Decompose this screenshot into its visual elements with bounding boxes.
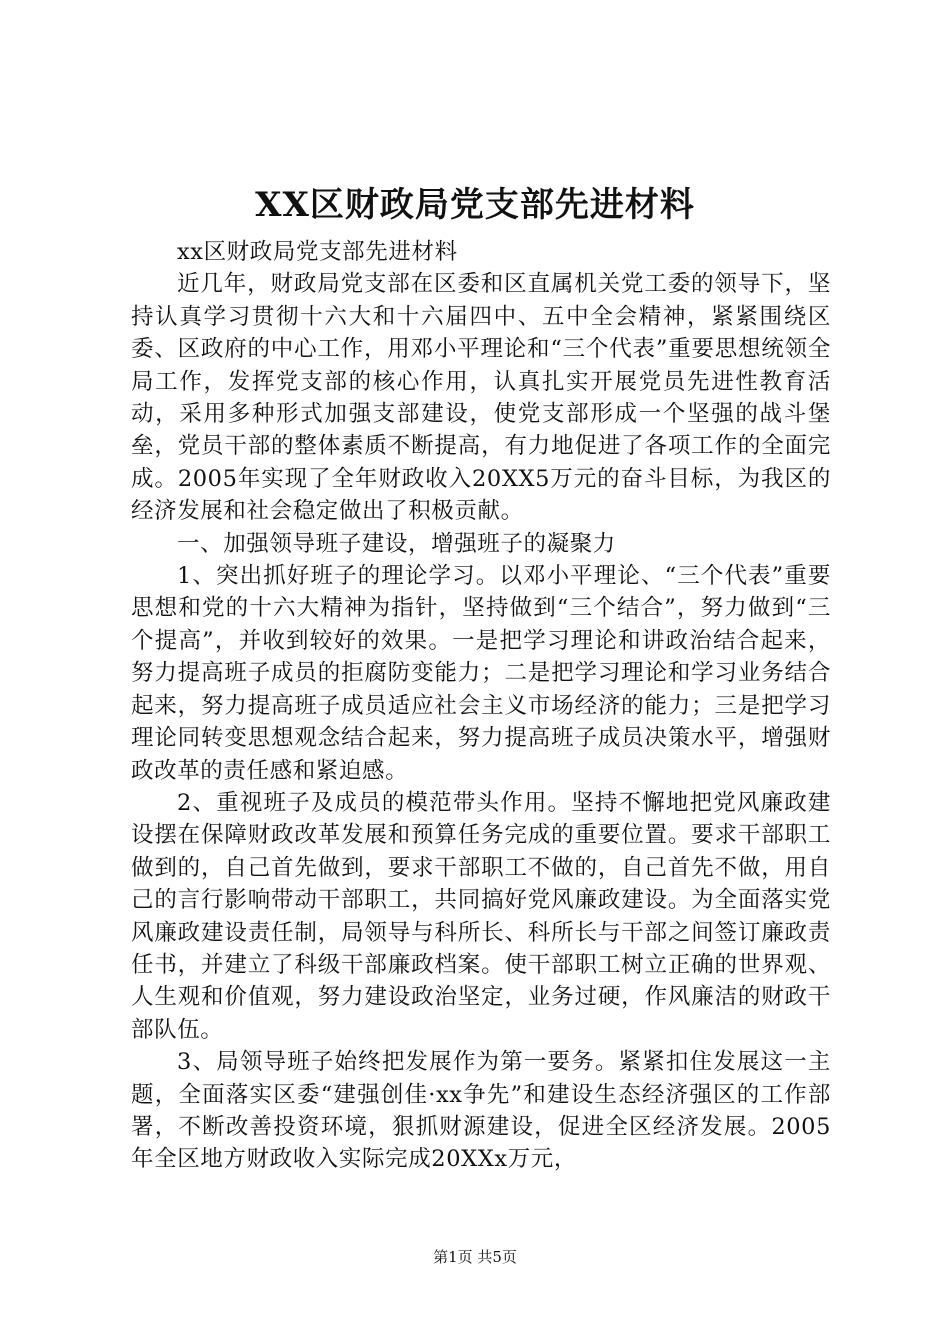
section-heading: 一、加强领导班子建设，增强班子的凝聚力 xyxy=(177,530,616,557)
body-paragraph: 1、突出抓好班子的理论学习。以邓小平理论、“三个代表”重要思想和党的十六大精神为指针，坚持做到“三个结合”，努力做到“三个提高”，并收到较好的效果。一是把学习理论和讲政治结合起来，努力提高班子成员的拒腐防变能力；二是把学习理论和学习业务结合起来，努力提高班子成员适应社会主义市场经济的能力；三是把学习理论同转变思想观念结合起来，努力提高班子成员决策水平，增强财政改革的责任感和紧迫感。 xyxy=(131,563,831,784)
body-subtitle: xx区财政局党支部先进材料 xyxy=(177,239,458,265)
body-paragraph: 3、局领导班子始终把发展作为第一要务。紧紧扣住发展这一主题，全面落实区委“建强创佳·xx争先”和建设生态经济强区的工作部署，不断改善投资环境，狠抓财源建设，促进全区经济发展。2005年全区地方财政收入实际完成20XXx万元， xyxy=(131,1049,831,1173)
page-number-footer: 第1页 共5页 xyxy=(433,1248,517,1266)
document-title: XX区财政局党支部先进材料 xyxy=(255,185,695,225)
document-body xyxy=(131,236,831,1176)
body-paragraph: 近几年，财政局党支部在区委和区直属机关党工委的领导下，坚持认真学习贯彻十六大和十六届四中、五中全会精神，紧紧围绕区委、区政府的中心工作，用邓小平理论和“三个代表”重要思想统领全局工作，发挥党支部的核心作用，认真扎实开展党员先进性教育活动，采用多种形式加强支部建设，使党支部形成一个坚强的战斗堡垒，党员干部的整体素质不断提高，有力地促进了各项工作的全面完成。2005年实现了全年财政收入20XX5万元的奋斗目标，为我区的经济发展和社会稳定做出了积极贡献。 xyxy=(131,271,831,525)
body-paragraph: 2、重视班子及成员的模范带头作用。坚持不懈地把党风廉政建设摆在保障财政改革发展和预算任务完成的重要位置。要求干部职工做到的，自己首先做到，要求干部职工不做的，自己首先不做，用自己的言行影响带动干部职工，共同搞好党风廉政建设。为全面落实党风廉政建设责任制，局领导与科所长、科所长与干部之间签订廉政责任书，并建立了科级干部廉政档案。使干部职工树立正确的世界观、人生观和价值观，努力建设政治坚定，业务过硬，作风廉洁的财政干部队伍。 xyxy=(131,789,831,1043)
